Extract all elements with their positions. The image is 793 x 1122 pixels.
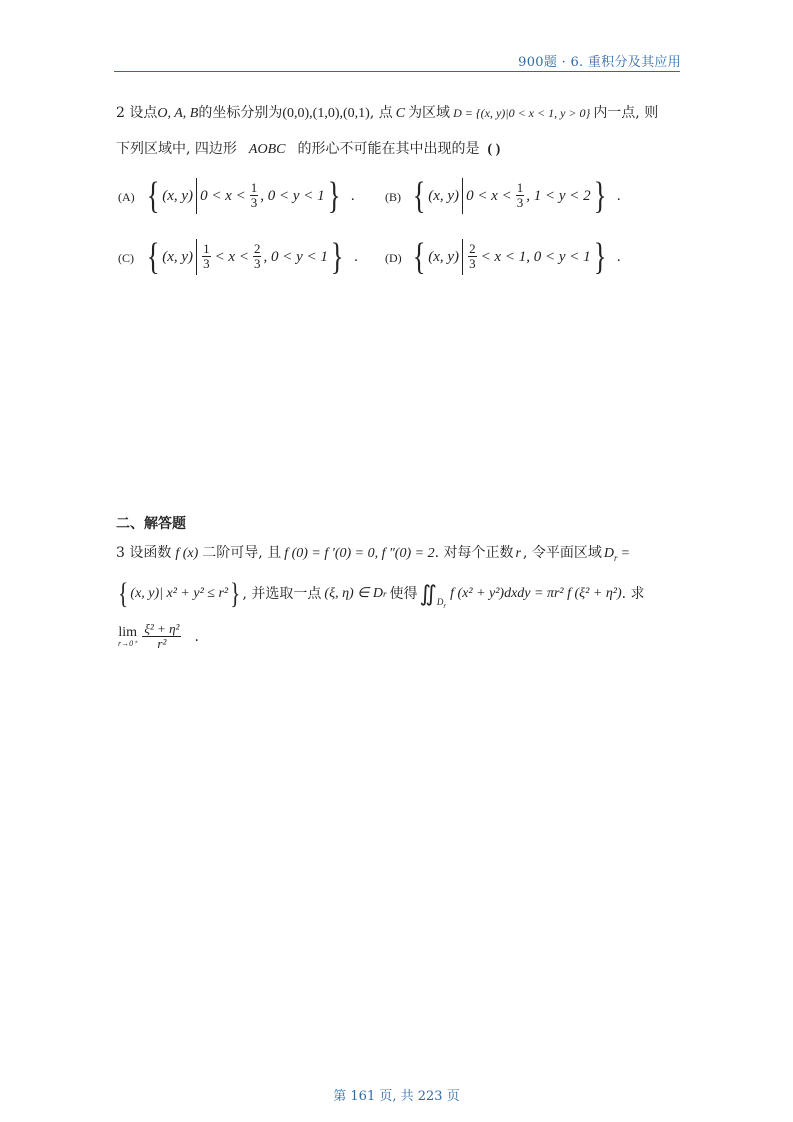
q3-integral-domain [437,598,446,610]
option-a-set: (x, y) [162,187,194,204]
option-d-label: (D) [385,251,402,265]
double-integral-icon: ∬ [419,581,437,606]
option-b-cond-post: , 1 < y < 2 [526,187,591,204]
q2-quad: AOBC [248,142,286,157]
option-c-end: . [354,248,358,265]
option-c-fraction-1 [202,242,211,272]
option-d-set: (x, y) [428,248,460,265]
limit-denominator: r² [142,636,181,652]
q3-text-d: , 令平面区域 [522,545,602,561]
fraction-denominator: 3 [253,256,261,272]
option-c-body [144,237,358,277]
q2-line2-a: 下列区域中, 四边形 [116,141,237,157]
q3-conditions: f (0) = f ′(0) = 0, f ″(0) = 2 [284,546,435,561]
q3-line2-b: 使得 [389,586,418,602]
q2-points: O, A, B [157,106,199,121]
header-rule [114,71,680,72]
right-brace: } [230,577,241,610]
q3-limit-expression [118,622,199,652]
limit-numerator: ξ² + η² [144,621,180,636]
right-brace: } [327,175,341,217]
left-brace: { [118,577,129,610]
divider-bar [462,178,463,214]
fraction-numerator: 2 [469,240,476,256]
right-brace: } [593,175,607,217]
option-a-body [144,176,355,216]
option-b-end: . [616,187,621,204]
option-d-end: . [616,248,621,265]
q3-point-sub: r [383,588,387,599]
fraction-denominator: 3 [469,256,476,272]
q3-integral-equation: f (x² + y²)dxdy = πr² f (ξ² + η²) [450,586,622,601]
q2-text-a: 2 设点 [116,105,158,121]
fraction-numerator: 2 [253,240,261,256]
limit-operator [118,626,137,648]
option-c-fraction-2 [253,242,262,272]
q3-text-c: . 对每个正数 [434,545,514,561]
option-d-cond-post: < x < 1, 0 < y < 1 [480,248,591,265]
option-c-label: (C) [118,251,134,265]
option-b-fraction [516,181,525,211]
limit-fraction [143,622,180,652]
left-brace: { [146,175,160,217]
q3-text-a: 3 设函数 [116,545,172,561]
q2-coords: (0,0),(1,0),(0,1) [282,106,370,121]
fraction-numerator: 1 [203,240,210,256]
option-a-cond-pre: 0 < x < [200,187,246,204]
fraction-denominator: 3 [516,195,524,211]
right-brace: } [330,236,344,278]
left-brace: { [412,236,426,278]
option-a-label: (A) [118,190,135,204]
option-c-cond-mid: < x < [214,248,249,265]
option-b-body [410,176,621,216]
option-a-fraction [250,181,259,211]
option-b-set: (x, y) [428,187,460,204]
q2-text-e: 内一点, 则 [593,105,659,121]
q2-line2-b: 的形心不可能在其中出现的是 [297,141,480,157]
q3-point: (ξ, η) ∈ D [324,586,383,601]
q3-region-sub: r [613,552,618,563]
question-3-line-1 [116,546,629,563]
q3-text-b: 二阶可导, 且 [202,545,282,561]
q2-point-c: C [395,106,406,121]
divider-bar [196,178,197,214]
option-a-cond-post: , 0 < y < 1 [260,187,325,204]
lim-subscript: r→0⁺ [118,639,138,649]
divider-bar [462,239,463,275]
q3-equals: = [621,546,630,561]
q3-line2-a: , 并选取一点 [242,586,322,602]
page-footer: 第 161 页, 共 223 页 [333,1089,460,1104]
limit-end: . [194,629,199,646]
option-d-body [410,237,621,277]
page-header-title: 900题 · 6. 重积分及其应用 [518,55,681,70]
question-3-line-2 [116,578,645,610]
fraction-numerator: 1 [250,179,258,195]
q3-r: r [515,546,521,561]
q2-text-d: 为区域 [408,105,451,121]
option-a-end: . [350,187,355,204]
right-brace: } [593,236,607,278]
q3-fx: f (x) [175,546,199,561]
option-d-fraction [468,242,477,272]
q3-integral-domain-r: r [443,602,447,610]
q3-region-d: D [603,546,614,561]
q2-text-c: , 点 [369,105,393,121]
option-b-cond-pre: 0 < x < [466,187,512,204]
fraction-denominator: 3 [250,195,258,211]
q2-text-b: 的坐标分别为 [198,105,283,121]
q3-integral-domain-d: D [436,597,444,608]
lim-word: lim [118,625,137,641]
fraction-denominator: 3 [203,256,210,272]
option-c-cond-post: , 0 < y < 1 [263,248,328,265]
fraction-numerator: 1 [516,179,524,195]
question-2-line-2 [116,142,500,157]
section-heading: 二、解答题 [116,516,186,532]
question-2-line-1 [116,106,658,121]
q2-domain: D = {(x, y)|0 < x < 1, y > 0} [453,106,591,120]
left-brace: { [412,175,426,217]
option-b-label: (B) [385,190,401,204]
divider-bar [196,239,197,275]
option-c-set: (x, y) [162,248,194,265]
left-brace: { [146,236,160,278]
q3-set: (x, y)| x² + y² ≤ r² [130,586,229,601]
q3-line2-c: . 求 [621,586,645,602]
q2-answer-paren: ( ) [487,142,501,157]
